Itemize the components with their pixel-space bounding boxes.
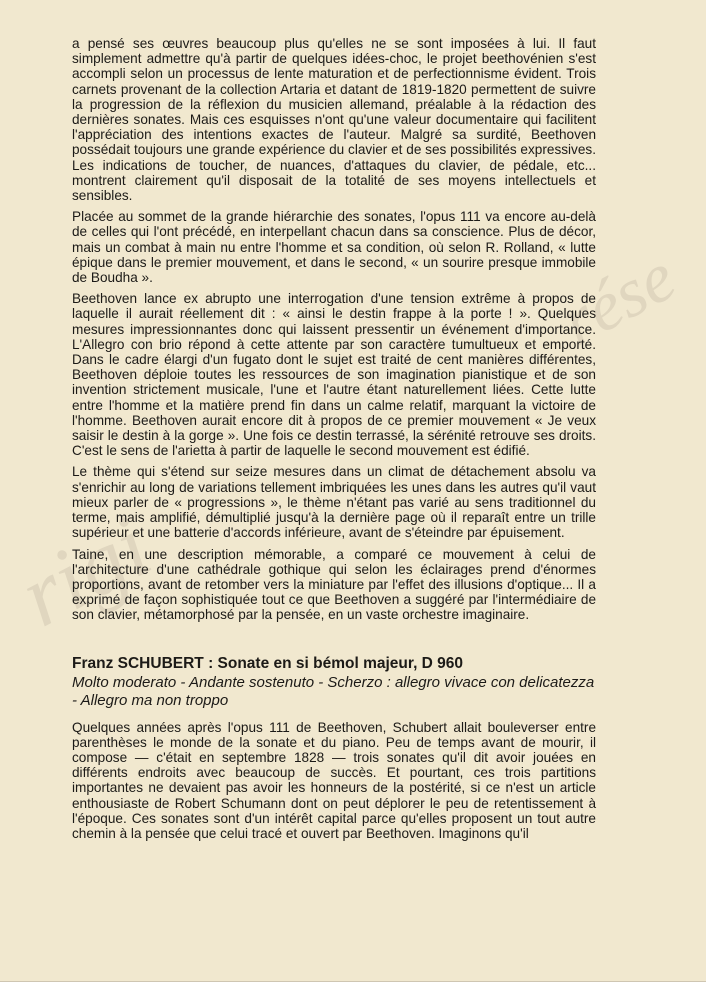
document-page	[72, 36, 596, 847]
tempo-markings: Molto moderato - Andante sostenuto - Scherzo : allegro vivace con delicatezza - Allegro ma non troppo	[72, 673, 595, 709]
paragraph-2: Placée au sommet de la grande hiérarchie des sonates, l'opus 111 va encore au-delà de celles qui l'ont précédé, en interpellant chacun dans sa conscience. Plus de décor, mais un combat à main nu entre l'homme et sa condition, où selon R. Rolland, « lutte épique dans le premier mouvement, et dans le second, « un sourire presque immobile de Boudha ».	[72, 209, 596, 286]
section-heading: Franz SCHUBERT : Sonate en si bémol majeur, D 960	[72, 654, 464, 672]
paragraph-1: a pensé ses œuvres beaucoup plus qu'elles ne se sont imposées à lui. Il faut simplement admettre qu'à partir de quelques idées-choc, le projet beethovénien s'est accompli selon un processus de lente maturation et de perfectionnisme évident. Trois carnets provenant de la collection Artaria et datant de 1819-1820 permettent de suivre la progression de la réflexion du musicien allemand, préalable à la rédaction des dernières sonates. Mais ces esquisses n'ont qu'une valeur documentaire qui facilitent l'appréciation des intentions exactes de l'auteur. Malgré sa surdité, Beethoven possédait toujours une grande expérience du clavier et de ses possibilités expressives. Les indications de toucher, de nuances, d'attaques du clavier, de pédale, etc... montrent clairement qu'il disposait de la totalité de ses moyens intellectuels et sensibles.	[72, 36, 596, 204]
paragraph-5: Taine, en une description mémorable, a comparé ce mouvement à celui de l'architecture d'une cathédrale gothique qui selon les éclairages prend d'énormes proportions, avant de retomber vers la miniature par l'effet des illusions d'optique... Il a exprimé de façon sophistiquée tout ce que Beethoven a suggéré par l'intermédiaire de son clavier, métamorphosé par la pensée, en un vaste orchestre imaginaire.	[72, 546, 596, 623]
watermark-left: rigi	[4, 497, 166, 646]
paragraph-4: Le thème qui s'étend sur seize mesures dans un climat de détachement absolu va s'enrichir au long de variations tellement imbriquées les unes dans les autres qu'il vaut mieux parler de « progressions », le thème n'étant pas varié au sens traditionnel du terme, mais amplifié, démultiplié jusqu'à la dernière page où il reparaît entre un trille supérieur et une batterie d'accords inférieure, avant de s'éteindre par épuisement.	[72, 464, 596, 541]
section-gap	[72, 629, 596, 655]
paragraph-3: Beethoven lance ex abrupto une interrogation d'une tension extrême à propos de laquelle il aurait réellement dit : « ainsi le destin frappe à la porte ! ». Quelques mesures impressionnantes donc qui laissent pressentir un événement d'importance. L'Allegro con brio répond à cette attente par son caractère tumultueux et emporté. Dans le cadre élargi d'un fugato dont le sujet est traité de cent manières différentes, Beethoven déploie toutes les ressources de son imagination pianistique et de son invention strictement musicale, l'une et l'autre étant naturellement liées. Cette lutte entre l'homme et la matière prend fin dans un calme relatif, marquant la victoire de l'homme. Beethoven aurait encore dit à propos de ce premier mouvement « Je veux saisir le destin à la gorge ». Une fois ce destin terrassé, la sérénité retrouve ses droits. C'est le sens de l'arietta à partir de laquelle le second mouvement est édifié.	[72, 291, 596, 459]
watermark-right: rése	[548, 238, 688, 361]
paragraph-6: Quelques années après l'opus 111 de Beethoven, Schubert allait bouleverser entre parenthèses le monde de la sonate et du piano. Peu de temps avant de mourir, il compose — c'était en septembre 1828 — trois sonates qu'il dit avoir jouées en différents endroits avec beaucoup de succès. Et pourtant, ces trois partitions importantes ne devaient pas avoir les honneurs de la postérité, si ce n'est un article enthousiaste de Robert Schumann dont on peut déplorer le peu de retentissement à l'époque. Ces sonates sont d'un intérêt capital parce qu'elles proposent un tout autre chemin à la pensée que celui tracé et ouvert par Beethoven. Imaginons qu'il	[72, 719, 596, 841]
bottom-edge	[0, 981, 706, 992]
